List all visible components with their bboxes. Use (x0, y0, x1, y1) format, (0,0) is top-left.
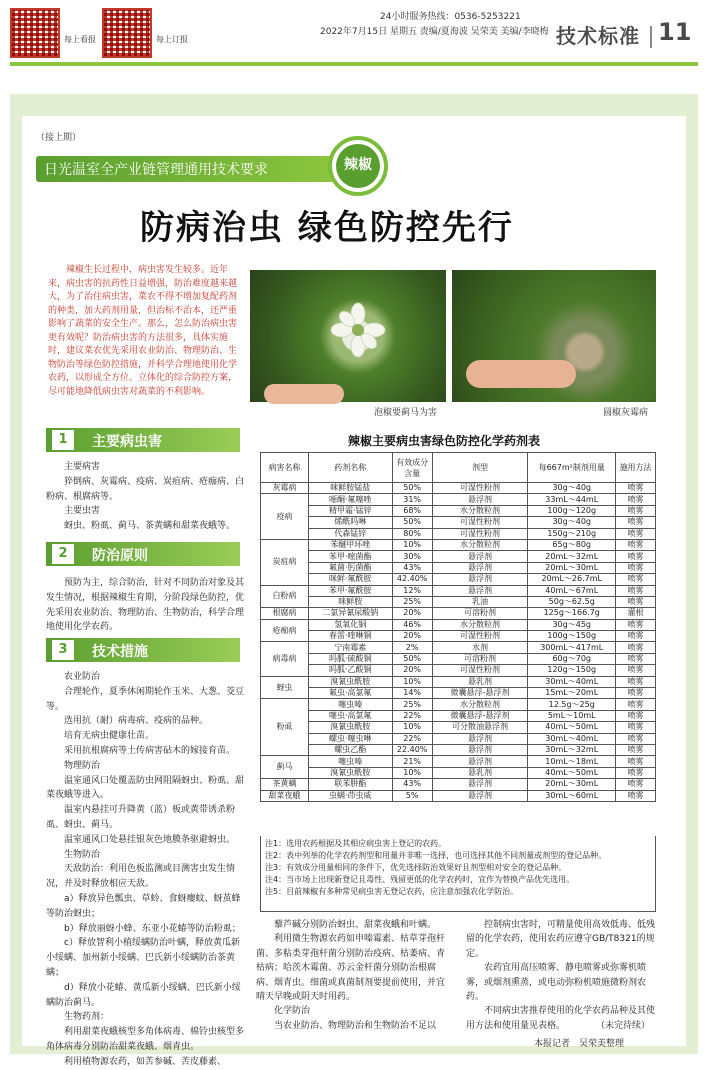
table-row (261, 722, 656, 733)
table-row (261, 608, 656, 619)
table-row (261, 494, 656, 505)
table-notes (260, 836, 656, 912)
table-cell: 吗胍·硫酸铜 (308, 653, 392, 664)
hand-shape (466, 360, 576, 388)
table-cell: 喷雾 (616, 779, 656, 790)
table-cell: 微囊悬浮-悬浮剂 (432, 710, 528, 721)
table-row (261, 585, 656, 596)
issue-dateline: 2022年7月15日 星期五 责编/夏海波 吴荣美 美编/李晓梅 (320, 27, 549, 37)
table-row (261, 619, 656, 630)
table-cell: 喷雾 (616, 574, 656, 585)
paragraph: 利用植物源农药，如苦参碱、苦皮藤素、 (64, 1056, 227, 1067)
paragraph: 农药宜用高压喷雾、静电喷雾或弥雾机喷雾，或烟剂熏蒸，或电动弥粉机喷施微粉剂农药。 (466, 963, 647, 1003)
table-row (261, 631, 656, 642)
page-header (0, 0, 708, 70)
table-cell: 40mL～67mL (528, 585, 616, 596)
table-cell: 春雷·喹啉铜 (308, 631, 392, 642)
paragraph: 化学防治 (274, 1006, 311, 1017)
pest-name-cell: 病毒病 (261, 642, 309, 676)
table-cell: 噻虫嗪 (308, 699, 392, 710)
table-cell: 喷雾 (616, 483, 656, 494)
paragraph: 选用抗（耐）病毒病、疫病的品种。 (64, 716, 209, 727)
byline: 本报记者 吴荣美整理 (534, 1039, 625, 1049)
table-cell: 喷雾 (616, 653, 656, 664)
paragraph: 物理防治 (64, 760, 101, 771)
section-title: 技术措施 (92, 644, 148, 660)
table-cell: 喷雾 (616, 539, 656, 550)
table-cell: 苯甲·嘧菌酯 (308, 551, 392, 562)
table-cell: 25% (392, 699, 432, 710)
paragraph: d）释放小花蝽、黄瓜新小绥螨、巴氏新小绥螨防治蓟马。 (46, 982, 241, 1008)
table-cell: 烯酰吗啉 (308, 517, 392, 528)
table-row (261, 596, 656, 607)
table-header-row (261, 453, 656, 483)
table-cell: 22.40% (392, 744, 432, 755)
table-cell: 虫螨·茚虫威 (308, 790, 392, 801)
table-cell: 悬浮剂 (432, 494, 528, 505)
table-cell: 悬浮剂 (432, 744, 528, 755)
pest-name-cell: 蓟马 (261, 756, 309, 779)
paragraph: 生物药剂： (64, 1012, 110, 1023)
table-cell: 可溶粉剂 (432, 653, 528, 664)
table-row (261, 653, 656, 664)
table-cell: 可湿性粉剂 (432, 483, 528, 494)
paragraph: 不同病虫害推荐使用的化学农药品种及其使用方法和使用量见表格。 (466, 1006, 656, 1031)
table-cell: 溴氰虫酰胺 (308, 722, 392, 733)
table-cell: 60g～70g (528, 653, 616, 664)
to-be-continued: （未完待续） (596, 1021, 651, 1031)
table-cell: 25% (392, 596, 432, 607)
table-title: 辣椒主要病虫害绿色防控化学药剂表 (348, 434, 541, 448)
table-cell: 溴氰虫酰胺 (308, 676, 392, 687)
table-cell: 悬浮剂 (432, 733, 528, 744)
table-cell: 40mL～50mL (528, 767, 616, 778)
column-header: 每667m²制剂用量 (528, 453, 616, 483)
table-cell: 咪鲜胺锰盐 (308, 483, 392, 494)
table-cell: 46% (392, 619, 432, 630)
table-cell: 联苯肼酯 (308, 779, 392, 790)
table-cell: 吗胍·乙酸铜 (308, 665, 392, 676)
lead-paragraph: 辣椒生长过程中，病虫害发生较多。近年来，病虫害的抗药性日益增强，防治难度越来越大，为了治住病虫害，菜农不得不增加复配药剂的种类，加大药剂用量，但治标不治本，还严重影响了蔬菜的安全生产。那么，怎么防治病虫害更有效呢？防治病虫害的方法很多，具体实施时，建议菜农优先采用农业防治、物理防治、生物防治等绿色防控措施，并科学合理地使用化学农药，以形成全方位、立体化的综合防控方案，尽可能地降低病虫害对蔬菜的不利影响。 (48, 265, 238, 397)
table-row (261, 744, 656, 755)
paragraph: 天敌防治：利用色板监测或目测害虫发生情况，并及时释放相应天敌。 (46, 864, 236, 890)
table-cell: 14% (392, 688, 432, 699)
table-cell: 33mL～44mL (528, 494, 616, 505)
table-note: 注1：选用农药根据及其相应病虫害上登记的农药。 (265, 839, 447, 848)
table-row (261, 551, 656, 562)
table-cell: 21% (392, 756, 432, 767)
table-cell: 水分散粒剂 (432, 505, 528, 516)
table-cell: 喷雾 (616, 733, 656, 744)
table-cell: 5mL～10mL (528, 710, 616, 721)
table-cell: 20mL～32mL (528, 551, 616, 562)
table-row (261, 642, 656, 653)
paragraph: 温室通风口处覆盖防虫网阻隔蚜虫、粉虱、甜菜夜蛾等进入。 (46, 775, 245, 801)
table-cell: 43% (392, 779, 432, 790)
table-cell: 悬浮剂 (432, 790, 528, 801)
photo2-caption: 圆椒灰霉病 (603, 408, 649, 418)
table-row (261, 539, 656, 550)
table-cell: 螺虫·噻虫啉 (308, 733, 392, 744)
table-cell: 水分散粒剂 (432, 539, 528, 550)
table-cell: 10% (392, 722, 432, 733)
table-cell: 12% (392, 585, 432, 596)
table-cell: 喷雾 (616, 710, 656, 721)
table-cell: 20% (392, 608, 432, 619)
table-cell: 100g～150g (528, 631, 616, 642)
column-header: 病害名称 (261, 453, 309, 483)
table-cell: 22% (392, 710, 432, 721)
header-rule (10, 62, 698, 66)
pest-name-cell: 疮痂病 (261, 619, 309, 642)
paragraph: b）释放丽蚜小蜂、东亚小花蝽等防治粉虱； (64, 923, 241, 934)
table-cell: 灌根 (616, 608, 656, 619)
table-row (261, 517, 656, 528)
pest-name-cell: 甜菜夜蛾 (261, 790, 309, 801)
table-cell: 悬乳剂 (432, 676, 528, 687)
table-cell: 50% (392, 483, 432, 494)
pest-name-cell: 灰霉病 (261, 483, 309, 494)
table-cell: 苯醚甲环唑 (308, 539, 392, 550)
qr2-label: 每上订报 (156, 35, 188, 44)
table-cell: 喷雾 (616, 790, 656, 801)
table-cell: 可湿性粉剂 (432, 665, 528, 676)
table-cell: 悬浮剂 (432, 756, 528, 767)
pest-name-cell: 蚜虫 (261, 676, 309, 699)
qr-code-icon[interactable] (102, 8, 152, 58)
table-cell: 悬浮剂 (432, 779, 528, 790)
table-cell: 喷雾 (616, 619, 656, 630)
table-cell: 乳油 (432, 596, 528, 607)
table-cell: 喷雾 (616, 517, 656, 528)
pest-name-cell: 疫病 (261, 494, 309, 540)
table-cell: 125g～166.7g (528, 608, 616, 619)
table-cell: 喷雾 (616, 699, 656, 710)
paragraph: 生物防治 (64, 849, 101, 860)
table-cell: 微囊悬浮-悬浮剂 (432, 688, 528, 699)
paragraph: 温室通风口处悬挂银灰色地膜条驱避蚜虫。 (64, 834, 236, 845)
table-cell: 30g～45g (528, 619, 616, 630)
table-cell: 悬浮剂 (432, 562, 528, 573)
qr1-label: 每上看报 (64, 35, 96, 44)
table-cell: 喷雾 (616, 585, 656, 596)
table-cell: 30mL～60mL (528, 790, 616, 801)
paragraph: 利用微生物源农药如申嗪霉素、枯草芽孢杆菌、多粘类芽孢杆菌分别防治疫病、枯萎病、青枯病；哈茨木霉菌、苏云金杆菌分别防治根腐病、烟青虫。细菌或真菌制剂要提前使用，并宜晴天早晚或阴天时用药。 (256, 934, 446, 1003)
pesticide-table (260, 452, 656, 802)
table-cell: 喷雾 (616, 505, 656, 516)
paragraph: c）释放智利小植绥螨防治叶螨，释放黄瓜新小绥螨、加州新小绥螨、巴氏新小绥螨防治茶黄螨； (46, 938, 240, 978)
table-cell: 水分散粒剂 (432, 699, 528, 710)
table-cell: 悬乳剂 (432, 767, 528, 778)
table-note: 注2：表中列举的化学农药剂型和用量并非唯一选择，也可选择其他不同剂量或剂型的登记品种。 (265, 851, 607, 860)
paragraph: 猝倒病、灰霉病、疫病、炭疽病、疮痂病、白粉病、根腐病等。 (46, 476, 245, 502)
table-cell: 喷雾 (616, 631, 656, 642)
table-cell: 100g～120g (528, 505, 616, 516)
table-cell: 氟虫·高氯氟 (308, 688, 392, 699)
section-2-text (46, 576, 244, 636)
table-cell: 30g～40g (528, 483, 616, 494)
table-cell: 喷雾 (616, 744, 656, 755)
table-cell: 喷雾 (616, 688, 656, 699)
table-cell: 30% (392, 551, 432, 562)
table-cell: 可湿性粉剂 (432, 631, 528, 642)
qr-code-icon[interactable] (10, 8, 60, 58)
pest-name-cell: 茶黄螨 (261, 779, 309, 790)
pest-name-cell: 粉虱 (261, 699, 309, 756)
photo1-caption: 泡椒要蓟马为害 (374, 408, 438, 418)
table-row (261, 767, 656, 778)
paragraph: 农业防治 (64, 672, 101, 682)
table-cell: 喷雾 (616, 756, 656, 767)
table-cell: 螺虫乙酯 (308, 744, 392, 755)
series-title: 日光温室全产业链管理通用技术要求 (44, 162, 268, 178)
table-cell: 65g～80g (528, 539, 616, 550)
table-cell: 可溶粉剂 (432, 608, 528, 619)
section-title: 防治原则 (92, 548, 148, 564)
table-cell: 300mL～417mL (528, 642, 616, 653)
service-hotline: 24小时服务热线：0536-5253221 (380, 12, 521, 22)
table-row (261, 676, 656, 687)
table-row (261, 710, 656, 721)
table-note: 注5：目前辣椒有多种常见病虫害无登记农药，应注意加强农化学防治。 (265, 887, 519, 896)
table-cell: 150g～210g (528, 528, 616, 539)
table-cell: 10% (392, 539, 432, 550)
table-cell: 二氯异氰尿酸钠 (308, 608, 392, 619)
table-cell: 噁酮·氟噻唑 (308, 494, 392, 505)
table-cell: 悬浮剂 (432, 551, 528, 562)
paragraph: 培育无病虫健康壮苗。 (64, 731, 155, 742)
table-cell: 20% (392, 665, 432, 676)
table-row (261, 688, 656, 699)
flower-icon (330, 302, 386, 358)
table-cell: 代森锰锌 (308, 528, 392, 539)
table-cell: 喷雾 (616, 494, 656, 505)
badge-label: 辣椒 (344, 157, 372, 173)
table-cell: 31% (392, 494, 432, 505)
column-header: 药剂名称 (308, 453, 392, 483)
table-cell: 噻虫·高氯氟 (308, 710, 392, 721)
table-cell: 43% (392, 562, 432, 573)
table-cell: 精甲霜·锰锌 (308, 505, 392, 516)
paragraph: 藜芦碱分别防治蚜虫、甜菜夜蛾和叶螨。 (274, 920, 437, 930)
table-cell: 30mL～32mL (528, 744, 616, 755)
table-row (261, 528, 656, 539)
table-cell: 40mL～50mL (528, 722, 616, 733)
table-cell: 2% (392, 642, 432, 653)
table-cell: 可湿性粉剂 (432, 517, 528, 528)
paragraph: 合理轮作，夏季休闲期轮作玉米、大葱、茭豆等。 (46, 686, 245, 712)
paragraph: a）释放异色瓢虫、草蛉、食蚜瘿蚊、蚜茧蜂等防治蚜虫； (46, 893, 241, 919)
table-cell: 喷雾 (616, 596, 656, 607)
table-cell: 水剂 (432, 642, 528, 653)
table-cell: 喷雾 (616, 528, 656, 539)
table-cell: 氟菌·肟菌酯 (308, 562, 392, 573)
paragraph: 利用甜菜夜蛾核型多角体病毒、棉铃虫核型多角体病毒分别防治甜菜夜蛾、烟青虫。 (46, 1027, 245, 1052)
table-cell: 12.5g～25g (528, 699, 616, 710)
pest-name-cell: 炭疽病 (261, 539, 309, 585)
table-row (261, 505, 656, 516)
table-cell: 可分散油悬浮剂 (432, 722, 528, 733)
table-cell: 5% (392, 790, 432, 801)
table-cell: 30mL～40mL (528, 676, 616, 687)
pest-name-cell: 根腐病 (261, 608, 309, 619)
column-header: 施用方法 (616, 453, 656, 483)
bottom-column-1 (256, 918, 450, 1042)
table-cell: 水分散粒剂 (432, 619, 528, 630)
table-row (261, 483, 656, 494)
table-cell: 10% (392, 676, 432, 687)
column-header: 剂型 (432, 453, 528, 483)
table-row (261, 574, 656, 585)
paragraph: 采用抗根腐病等土传病害砧木的嫁接育苗。 (64, 745, 236, 756)
table-cell: 50% (392, 653, 432, 664)
table-note: 注3：有效成分用量相同的条件下，优先选择防治效果好且剂型相对安全的登记品种。 (265, 863, 567, 872)
hand-shape (264, 384, 344, 404)
table-cell: 宁南霉素 (308, 642, 392, 653)
table-cell: 咪鲜·氟酰胺 (308, 574, 392, 585)
paragraph: 温室内悬挂可升降黄（蓝）板或黄带诱杀粉虱、蚜虫、蓟马。 (46, 805, 236, 830)
table-cell: 30g～40g (528, 517, 616, 528)
section-name: 技术标准 (556, 24, 640, 48)
table-cell: 20mL～30mL (528, 779, 616, 790)
table-cell: 20% (392, 631, 432, 642)
table-cell: 噻虫嗪 (308, 756, 392, 767)
table-cell: 80% (392, 528, 432, 539)
table-cell: 喷雾 (616, 551, 656, 562)
table-cell: 悬浮剂 (432, 585, 528, 596)
paragraph: 主要病害 (64, 462, 101, 472)
table-cell: 10mL～18mL (528, 756, 616, 767)
table-row (261, 790, 656, 801)
table-cell: 喷雾 (616, 722, 656, 733)
table-cell: 68% (392, 505, 432, 516)
table-cell: 喷雾 (616, 562, 656, 573)
table-cell: 30mL～40mL (528, 733, 616, 744)
table-row (261, 562, 656, 573)
table-cell: 50% (392, 517, 432, 528)
column-header: 有效成分含量 (392, 453, 432, 483)
table-cell: 溴氰虫酰胺 (308, 767, 392, 778)
table-cell: 10% (392, 767, 432, 778)
kicker: （接上期） (36, 133, 82, 143)
table-row (261, 733, 656, 744)
table-row (261, 665, 656, 676)
section-3-text (46, 670, 245, 1067)
table-cell: 氢氧化铜 (308, 619, 392, 630)
table-row (261, 756, 656, 767)
section-number: 2 (52, 544, 74, 564)
table-row (261, 699, 656, 710)
section-number: 3 (52, 640, 74, 660)
table-cell: 咪鲜胺 (308, 596, 392, 607)
table-cell: 喷雾 (616, 665, 656, 676)
table-cell: 50g～62.5g (528, 596, 616, 607)
paragraph: 蚜虫、粉虱、蓟马、茶黄螨和甜菜夜蛾等。 (64, 521, 236, 532)
paragraph: 控制病虫害时，可精量使用高效低毒、低残留的化学农药，使用农药应遵守GB/T8321的规定。 (466, 920, 656, 959)
table-cell: 喷雾 (616, 676, 656, 687)
section-1-text (46, 460, 244, 540)
table-cell: 苯甲·氟酰胺 (308, 585, 392, 596)
section-number: 1 (52, 430, 74, 450)
table-cell: 喷雾 (616, 642, 656, 653)
paragraph: 预防为主，综合防治，针对不同防治对象及其发生情况，根据辣椒生育期，分阶段绿色防控，优先采用农业防治、物理防治、生物防治，科学合理地使用化学农药。 (46, 578, 245, 633)
table-cell: 42.40% (392, 574, 432, 585)
table-cell: 20mL～30mL (528, 562, 616, 573)
headline: 防病治虫 绿色防控先行 (140, 208, 514, 248)
page-number: 11 (658, 18, 692, 46)
table-cell: 120g～150g (528, 665, 616, 676)
table-cell: 20mL～26.7mL (528, 574, 616, 585)
paragraph: 主要虫害 (64, 506, 101, 517)
table-row (261, 779, 656, 790)
pest-name-cell: 白粉病 (261, 585, 309, 608)
section-title: 主要病虫害 (92, 434, 162, 450)
table-cell: 22% (392, 733, 432, 744)
table-note: 注4：当市场上出现新登记且毒性、残留更低的化学农药时，宜作为替换产品优先选用。 (265, 875, 575, 884)
table-cell: 可湿性粉剂 (432, 528, 528, 539)
table-cell: 喷雾 (616, 767, 656, 778)
paragraph: 当农业防治、物理防治和生物防治不足以 (274, 1020, 437, 1031)
table-cell: 悬浮剂 (432, 574, 528, 585)
table-cell: 15mL～20mL (528, 688, 616, 699)
header-divider (650, 26, 652, 48)
table-body (261, 483, 656, 802)
